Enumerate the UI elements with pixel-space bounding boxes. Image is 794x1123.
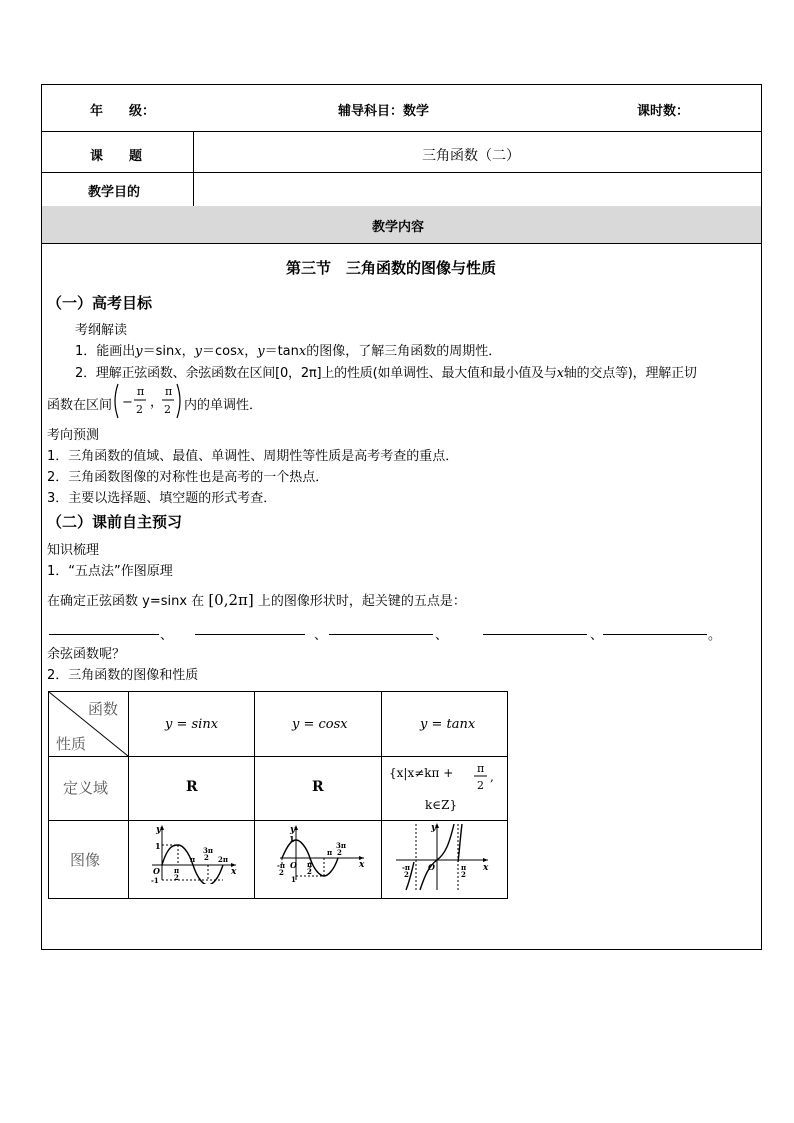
svg-text:2: 2	[404, 870, 409, 879]
text: 的图像，了解三角函数的周期性．	[306, 344, 502, 359]
pi-numerator: π	[477, 762, 485, 775]
svg-text:2: 2	[204, 853, 209, 862]
var-y: y	[257, 344, 265, 359]
svg-text:y: y	[431, 823, 437, 833]
svg-text:x: x	[231, 867, 237, 877]
table-rule	[381, 691, 382, 899]
var-x: x	[174, 344, 182, 359]
syllabus-line-2	[75, 362, 697, 381]
corner-header-property: 性质	[56, 735, 87, 753]
answer-blank-2[interactable]	[195, 634, 305, 635]
col-header-sin: y = sinx	[165, 717, 219, 732]
text: ＝cos	[201, 344, 237, 359]
text: ＝tan	[264, 344, 299, 359]
svg-text:x: x	[483, 863, 489, 873]
text: ，	[244, 344, 258, 359]
svg-text:3π: 3π	[203, 846, 213, 855]
svg-text:3π: 3π	[336, 841, 346, 850]
svg-text:1: 1	[155, 841, 161, 851]
answer-blank-4[interactable]	[483, 634, 587, 635]
column-divider	[193, 131, 194, 206]
var-y: y	[194, 344, 202, 359]
svg-text:π: π	[190, 855, 196, 864]
syllabus-line-3b: 内的单调性．	[184, 398, 263, 413]
svg-text:x: x	[359, 860, 365, 870]
svg-text:O: O	[290, 860, 297, 870]
answer-blank-1[interactable]	[49, 634, 159, 635]
tangent-graph	[392, 820, 496, 892]
col-header-cos: y = cosx	[292, 717, 348, 732]
var-x: x	[556, 366, 564, 381]
part2-heading: （二）课前自主预习	[47, 513, 183, 531]
topic-label: 课 题	[90, 149, 143, 164]
sine-graph	[148, 822, 240, 884]
svg-text:π: π	[327, 848, 333, 857]
text: 在确定正弦函数 y=sinx 在	[47, 594, 205, 609]
five-point-sentence	[47, 590, 466, 609]
answer-blank-5[interactable]	[603, 634, 707, 635]
text: ，	[181, 344, 195, 359]
svg-text:O: O	[428, 862, 435, 872]
knowledge-subheading: 知识梳理	[47, 543, 100, 558]
corner-header-function: 函数	[88, 700, 119, 718]
denominator: 2	[136, 403, 143, 416]
hours-label: 课时数：	[637, 104, 690, 119]
objective-label: 教学目的	[88, 185, 141, 200]
row-label-domain: 定义域	[63, 779, 109, 797]
syllabus-line-3a: 函数在区间	[47, 398, 113, 413]
domain-tan-fraction	[470, 760, 500, 794]
prediction-subheading: 考向预测	[47, 428, 100, 443]
table-rule	[507, 691, 508, 899]
grade-label: 年 级：	[90, 104, 156, 119]
domain-sin: R	[186, 779, 198, 795]
svg-text:1: 1	[289, 834, 295, 844]
var-y: y	[135, 344, 143, 359]
pi-numerator: π	[165, 385, 173, 398]
var-x: x	[236, 344, 245, 359]
row-label-graph: 图像	[70, 851, 101, 869]
svg-text:π: π	[174, 866, 180, 875]
five-point-title: 1．“五点法”作图原理	[47, 564, 173, 579]
separator: 、	[314, 628, 328, 643]
var-x: x	[298, 344, 307, 359]
table-rule	[48, 898, 507, 899]
row-divider	[41, 131, 762, 132]
domain-tan-part1: {x|x≠kπ +	[389, 766, 454, 780]
text: 2．理解正弦函数、余弦函数在区间[0，2π]上的性质(如单调性、最大值和最小值及与	[75, 366, 557, 381]
svg-text:-π: -π	[402, 863, 411, 872]
svg-text:2: 2	[279, 868, 284, 877]
row-divider	[41, 172, 762, 173]
topic-value: 三角函数（二）	[422, 148, 520, 164]
svg-text:2: 2	[337, 848, 342, 857]
separator: 、	[160, 628, 174, 643]
pi-numerator: π	[137, 385, 145, 398]
text: 轴的交点等)，理解正切	[563, 366, 697, 381]
content-band-label: 教学内容	[372, 220, 425, 235]
part1-heading: （一）高考目标	[47, 294, 153, 312]
text: 1．能画出	[75, 344, 136, 359]
minus-sign: −	[122, 395, 133, 410]
svg-text:-1: -1	[151, 876, 159, 884]
domain-cos: R	[312, 779, 324, 795]
comma: ，	[150, 395, 164, 410]
denominator: 2	[477, 779, 484, 792]
table-rule	[254, 691, 255, 899]
syllabus-line-1	[75, 340, 501, 359]
svg-text:y: y	[156, 825, 162, 835]
svg-text:-π: -π	[277, 861, 286, 870]
answer-blank-3[interactable]	[329, 634, 433, 635]
svg-text:y: y	[290, 825, 296, 835]
svg-text:π: π	[461, 863, 467, 872]
col-header-tan: y = tanx	[420, 717, 476, 732]
sentence-end: 。	[708, 628, 722, 643]
row-divider	[41, 243, 762, 244]
svg-text:π: π	[307, 860, 313, 869]
comma: ,	[490, 770, 494, 784]
cosine-graph	[276, 822, 368, 884]
prediction-1: 1．三角函数的值域、最值、单调性、周期性等性质是高考考查的重点．	[47, 449, 459, 464]
subject-label: 辅导科目：数学	[338, 104, 430, 119]
separator: 、	[590, 628, 604, 643]
svg-text:2: 2	[461, 870, 466, 879]
interval-formula	[112, 381, 184, 421]
cosine-question: 余弦函数呢？	[47, 647, 126, 662]
svg-text:1: 1	[291, 875, 296, 884]
denominator: 2	[164, 403, 171, 416]
domain-tan-part2: k∈Z}	[425, 798, 458, 812]
separator: 、	[435, 628, 449, 643]
svg-text:2: 2	[307, 867, 312, 876]
graph-properties-title: 2．三角函数的图像和性质	[47, 668, 199, 683]
interval: [0,2π]	[208, 591, 254, 609]
text: 上的图像形状时，起关键的五点是：	[257, 594, 466, 609]
svg-text:2π: 2π	[218, 855, 228, 864]
section-title: 第三节 三角函数的图像与性质	[286, 259, 497, 277]
prediction-2: 2．三角函数图像的对称性也是高考的一个热点．	[47, 470, 329, 485]
prediction-3: 3．主要以选择题、填空题的形式考查．	[47, 491, 277, 506]
text: ＝sin	[142, 344, 175, 359]
syllabus-subheading: 考纲解读	[75, 323, 128, 338]
svg-text:2: 2	[174, 873, 179, 882]
svg-text:O: O	[153, 866, 160, 876]
